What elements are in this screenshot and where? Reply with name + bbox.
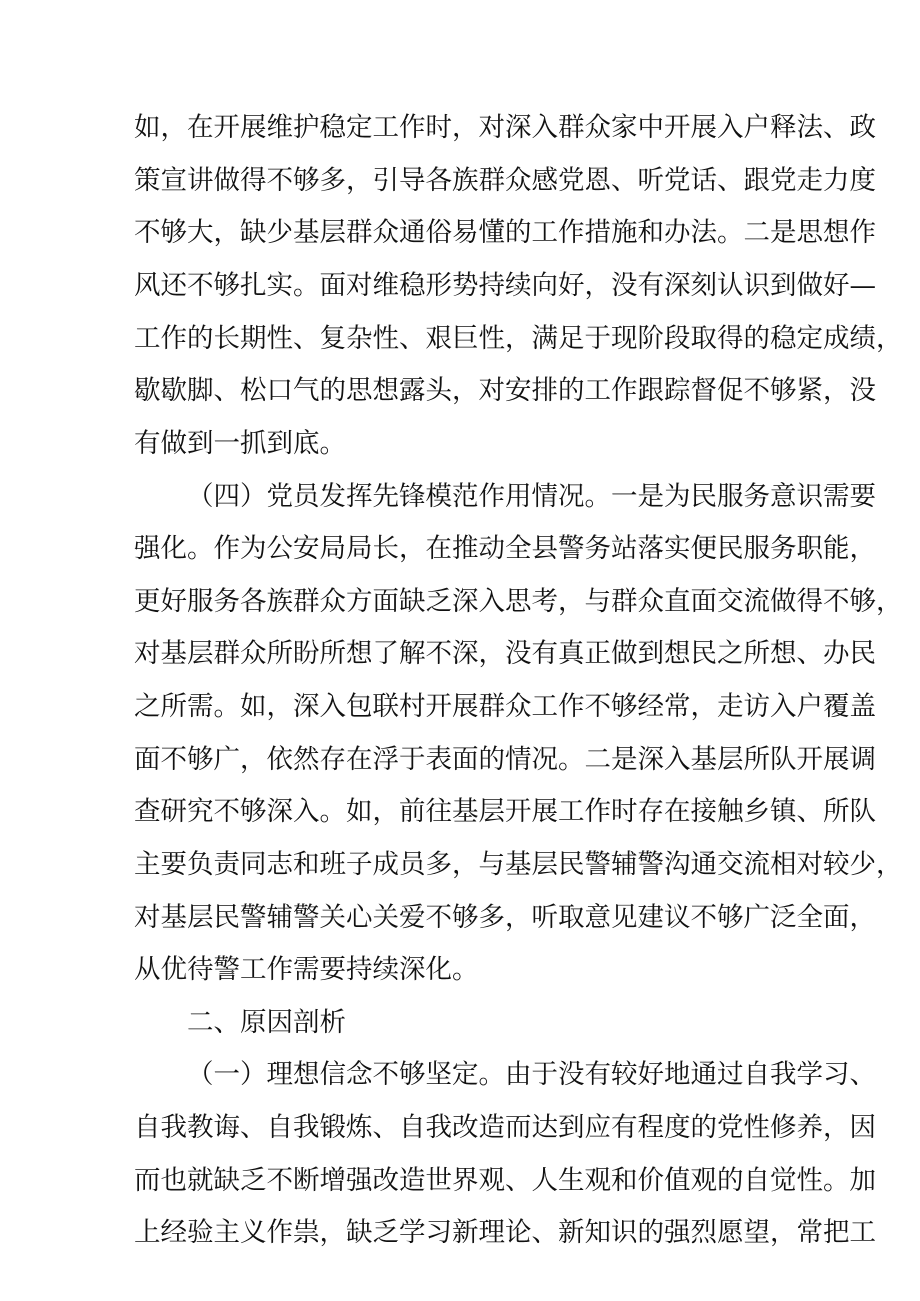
paragraph-first-line: （四）党员发挥先锋模范作用情况。一是为民服务意识需要 xyxy=(187,481,876,512)
body-text-line: 查研究不够深入。如，前往基层开展工作时存在接触乡镇、所队 xyxy=(134,796,876,827)
body-text-line: 从优待警工作需要持续深化。 xyxy=(134,954,479,985)
body-text-line: 策宣讲做得不够多，引导各族群众感党恩、听党话、跟党走力度 xyxy=(134,165,876,196)
body-text-line: 更好服务各族群众方面缺乏深入思考，与群众直面交流做得不够， xyxy=(134,586,903,617)
body-text-line: 自我教诲、自我锻炼、自我改造而达到应有程度的党性修养，因 xyxy=(134,1112,876,1143)
paragraph-first-line: （一）理想信念不够坚定。由于没有较好地通过自我学习、 xyxy=(187,1059,876,1090)
body-text-line: 面不够广，依然存在浮于表面的情况。二是深入基层所队开展调 xyxy=(134,744,876,775)
body-text-line: 工作的长期性、复杂性、艰巨性，满足于现阶段取得的稳定成绩， xyxy=(134,323,903,354)
body-text-line: 对基层群众所盼所想了解不深，没有真正做到想民之所想、办民 xyxy=(134,638,876,669)
body-text-line: 不够大，缺少基层群众通俗易懂的工作措施和办法。二是思想作 xyxy=(134,217,876,248)
body-text-line: 强化。作为公安局局长，在推动全县警务站落实便民服务职能， xyxy=(134,533,876,564)
body-text-line: 如，在开展维护稳定工作时，对深入群众家中开展入户释法、政 xyxy=(134,112,876,143)
body-text-line: 上经验主义作祟，缺乏学习新理论、新知识的强烈愿望，常把工 xyxy=(134,1217,876,1248)
body-text-line: 之所需。如，深入包联村开展群众工作不够经常，走访入户覆盖 xyxy=(134,691,876,722)
body-text-line: 风还不够扎实。面对维稳形势持续向好，没有深刻认识到做好— xyxy=(134,270,876,301)
body-text-line: 对基层民警辅警关心关爱不够多，听取意见建议不够广泛全面， xyxy=(134,902,876,933)
section-heading: 二、原因剖析 xyxy=(187,1007,346,1038)
body-text-line: 有做到一抓到底。 xyxy=(134,428,346,459)
body-text-line: 歇歇脚、松口气的思想露头，对安排的工作跟踪督促不够紧，没 xyxy=(134,375,876,406)
body-text-line: 主要负责同志和班子成员多，与基层民警辅警沟通交流相对较少， xyxy=(134,849,903,880)
body-text-line: 而也就缺乏不断增强改造世界观、人生观和价值观的自觉性。加 xyxy=(134,1165,876,1196)
